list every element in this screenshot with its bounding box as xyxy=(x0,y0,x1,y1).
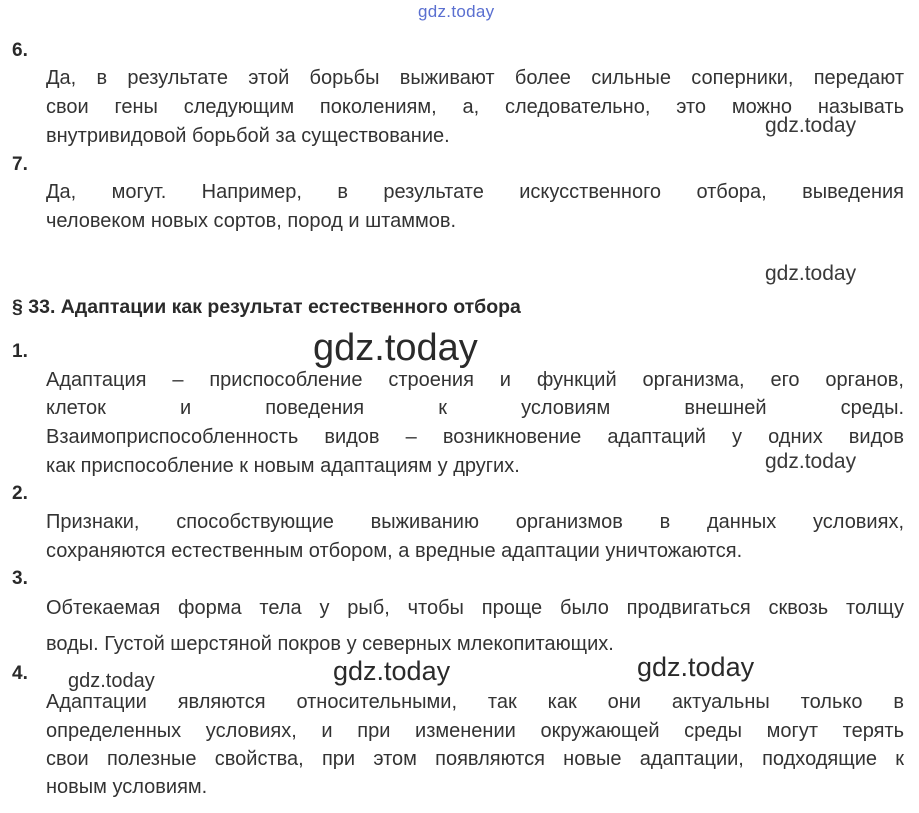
watermark: gdz.today xyxy=(637,652,755,682)
answer-text-line: Обтекаемая форма тела у рыб, чтобы проще было продвигаться сквозь толщу xyxy=(46,597,904,619)
answer-text-line: человеком новых сортов, пород и штаммов. xyxy=(46,210,456,232)
answer-text-line: как приспособление к новым адаптациям у других. xyxy=(46,455,520,477)
answer-text-line: определенных условиях, и при изменении окружающей среды могут терять xyxy=(46,720,904,742)
answer-text-line: Да, могут. Например, в результате искусственного отбора, выведения xyxy=(46,181,904,203)
watermark-large: gdz.today xyxy=(313,327,478,369)
answer-text-line: внутривидовой борьбой за существование. xyxy=(46,125,450,147)
answer-number: 2. xyxy=(12,483,28,504)
answer-number: 7. xyxy=(12,154,28,175)
answer-number: 4. xyxy=(12,663,28,684)
watermark: gdz.today xyxy=(765,114,857,137)
answer-text-line: Да, в результате этой борьбы выживают более сильные соперники, передают xyxy=(46,67,904,89)
answer-number: 6. xyxy=(12,40,28,61)
answer-text-line: Адаптация – приспособление строения и функций организма, его органов, xyxy=(46,369,904,391)
watermark: gdz.today xyxy=(765,450,857,473)
answer-text-line: Признаки, способствующие выживанию организмов в данных условиях, xyxy=(46,511,904,533)
watermark: gdz.today xyxy=(333,656,451,686)
answer-text-line: сохраняются естественным отбором, а вредные адаптации уничтожаются. xyxy=(46,540,743,562)
answer-text-line: воды. Густой шерстяной покров у северных млекопитающих. xyxy=(46,633,614,655)
answer-number: 3. xyxy=(12,568,28,589)
answer-text-line: Взаимоприспособленность видов – возникновение адаптаций у одних видов xyxy=(46,426,904,448)
answer-text-line: свои полезные свойства, при этом появляются новые адаптации, подходящие к xyxy=(46,748,904,770)
section-heading: § 33. Адаптации как результат естественного отбора xyxy=(12,296,521,318)
answer-text-line: Адаптации являются относительными, так как они актуальны только в xyxy=(46,691,904,713)
watermark-top: gdz.today xyxy=(418,2,495,21)
answer-text-line: свои гены следующим поколениям, а, следовательно, это можно называть xyxy=(46,96,904,118)
watermark: gdz.today xyxy=(765,262,857,285)
answer-text-line: новым условиям. xyxy=(46,776,208,798)
answer-text-line: клеток и поведения к условиям внешней среды. xyxy=(46,397,904,419)
answer-number: 1. xyxy=(12,341,28,362)
watermark: gdz.today xyxy=(68,670,155,692)
